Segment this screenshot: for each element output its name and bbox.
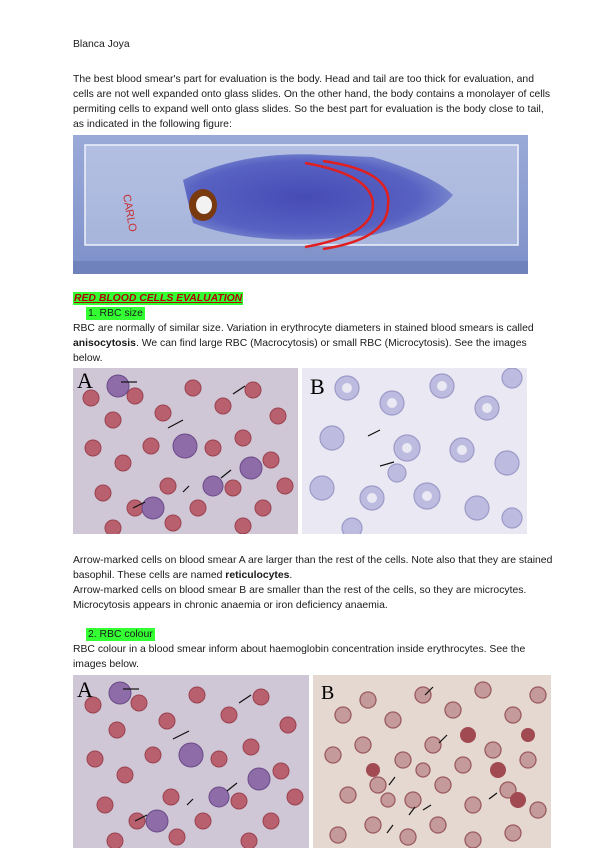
smear-b-colour-label: B bbox=[321, 682, 335, 704]
rbc-size-text-2: . We can find large RBC (Macrocytosis) or small RBC (Microcytosis). See the images below. bbox=[73, 338, 527, 364]
heading-rbc-colour: 2. RBC colour bbox=[88, 629, 153, 640]
section-title: RED BLOOD CELLS EVALUATION bbox=[74, 293, 243, 304]
smear-a-colour-image bbox=[73, 675, 309, 848]
notes-text-1: Arrow-marked cells on blood smear A are larger than the rest of the cells. Note also that they are stained basophil. These cells are named bbox=[73, 555, 553, 581]
term-reticulocytes: reticulocytes bbox=[225, 570, 290, 581]
slide-label-text: CARLO bbox=[120, 193, 139, 233]
smear-b-colour-image bbox=[313, 675, 551, 848]
rbc-colour-paragraph: RBC colour in a blood smear inform about haemoglobin concentration inside erythrocytes. See the images below. bbox=[73, 644, 526, 670]
intro-paragraph: The best blood smear's part for evaluation is the body. Head and tail are too thick for evaluation, and cells are not well expanded onto glass slides. On the other hand, the body contains a monolayer of cells permiting cells to expand well onto glass slides. So the best part for evaluation is the body close to tail, as indicated in the following figure: bbox=[73, 74, 551, 130]
smear-a-size-label: A bbox=[77, 368, 93, 393]
smear-b-size-image bbox=[302, 368, 527, 534]
smear-a-size-image bbox=[73, 368, 298, 534]
term-anisocytosis: anisocytosis bbox=[73, 338, 136, 349]
notes-text-2: . bbox=[289, 570, 293, 581]
heading-rbc-size: 1. RBC size bbox=[88, 308, 143, 319]
smear-a-colour-label: A bbox=[77, 677, 93, 702]
notes-text-3: Arrow-marked cells on blood smear B are smaller than the rest of the cells, so they are microcytes. Microcytosis appears in chronic anaemia or iron deficiency anaemia. bbox=[73, 585, 527, 611]
author-name: Blanca Joya bbox=[73, 39, 130, 50]
rbc-size-text-1: RBC are normally of similar size. Variation in erythrocyte diameters in stained blood smears is called bbox=[73, 323, 534, 334]
smear-b-size-label: B bbox=[310, 374, 325, 399]
blood-smear-slide-photo bbox=[73, 135, 528, 274]
rbc-size-paragraph bbox=[73, 321, 553, 366]
notes-paragraph bbox=[73, 553, 553, 613]
